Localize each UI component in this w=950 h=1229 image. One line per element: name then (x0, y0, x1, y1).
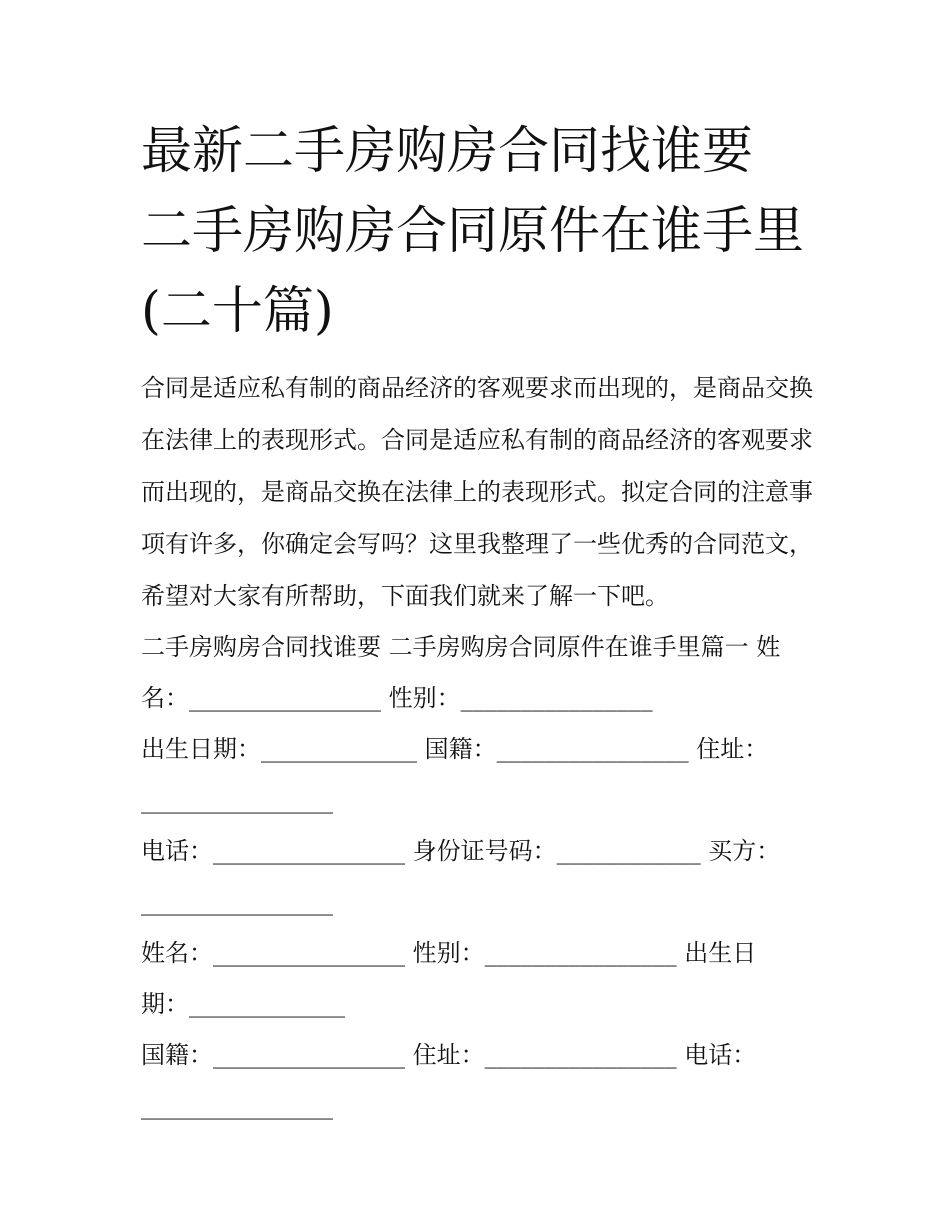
form-line-buyer-name-gender: 姓名：________________ 性别：________________ 出生日 (141, 939, 757, 967)
form-line-name-gender: 名：________________ 性别：________________ (141, 684, 653, 712)
section-heading-line: 二手房购房合同找谁要 二手房购房合同原件在谁手里篇一 姓 (141, 633, 781, 661)
form-line-buyer-birth: 期：_____________ (141, 990, 345, 1018)
form-line-buyer-blank: ________________ (141, 888, 333, 916)
form-line-address-blank: ________________ (141, 786, 333, 814)
document-title: 最新二手房购房合同找谁要 二手房购房合同原件在谁手里(二十篇) (141, 122, 805, 341)
form-line-buyer-nationality-address-phone: 国籍：________________ 住址：________________ 电话： (141, 1041, 757, 1069)
form-line-phone-id-buyer: 电话：________________ 身份证号码：____________ 买方： (141, 837, 781, 865)
intro-paragraph: 合同是适应私有制的商品经济的客观要求而出现的，是商品交换在法律上的表现形式。合同是适应私有制的商品经济的客观要求而出现的，是商品交换在法律上的表现形式。拟定合同的注意事项有许多，你确定会写吗？这里我整理了一些优秀的合同范文，希望对大家有所帮助，下面我们就来了解一下吧。 (141, 374, 813, 610)
form-line-birth-nationality-address: 出生日期：_____________ 国籍：________________ 住址： (141, 735, 769, 763)
document-page (141, 112, 813, 1132)
form-line-buyer-phone-blank: ________________ (141, 1092, 333, 1120)
